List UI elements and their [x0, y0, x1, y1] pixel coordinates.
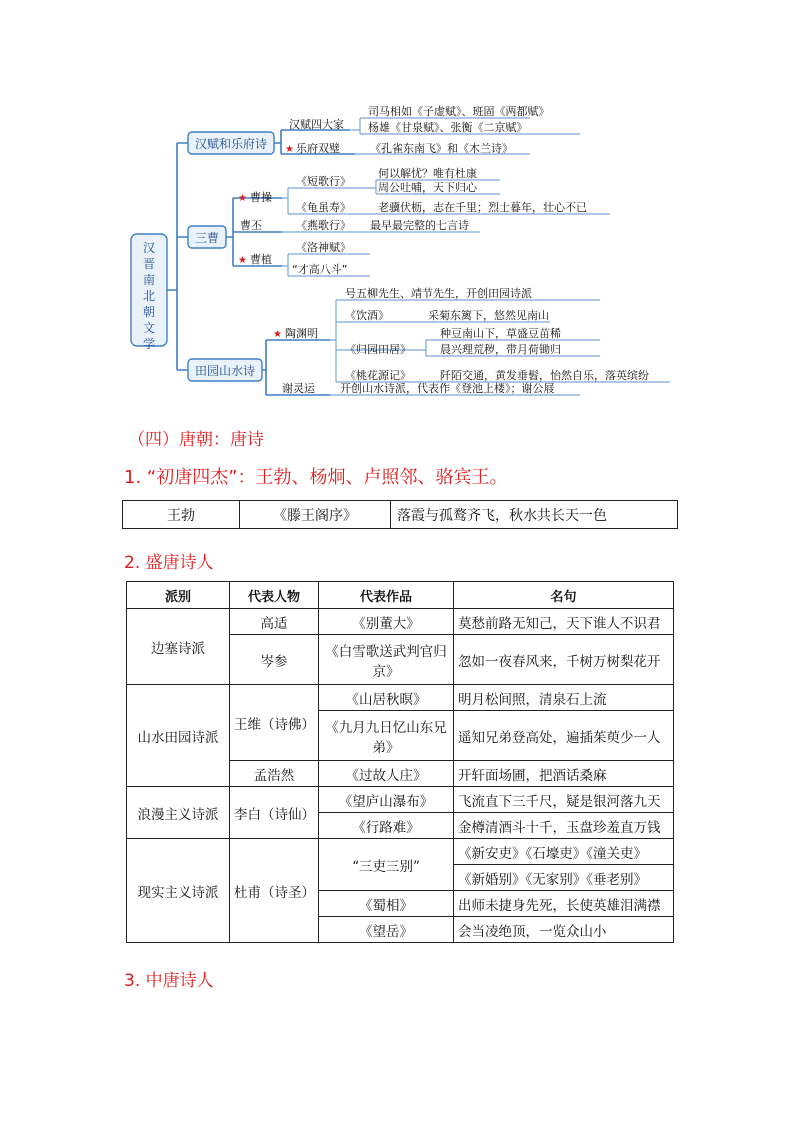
root-char: 学 — [142, 337, 156, 351]
early-tang-table — [122, 500, 678, 529]
cao-cao-work2: 《龟虽寿》 — [296, 201, 351, 214]
cao-cao-quote2: 周公吐哺，天下归心 — [378, 181, 477, 194]
table-cell: 王勃 — [123, 501, 240, 529]
root-char: 汉 — [142, 241, 156, 255]
table-cell: 杜甫（诗圣） — [230, 839, 319, 943]
table-cell: 浪漫主义诗派 — [127, 787, 230, 839]
table-cell: 现实主义诗派 — [127, 839, 230, 943]
root-char: 文 — [142, 321, 156, 335]
cao-zhi-work: 《洛神赋》 — [296, 241, 351, 254]
cao-pi-note: 最早最完整的七言诗 — [370, 219, 469, 232]
tao-work1-quote: 采菊东篱下，悠然见南山 — [428, 309, 549, 322]
table-cell: 金樽清酒斗十千，玉盘珍羞直万钱 — [454, 813, 674, 839]
root-char: 晋 — [142, 257, 156, 271]
tao-work2-quote2: 晨兴理荒秽，带月荷锄归 — [440, 343, 561, 356]
early-tang-heading: 1. “初唐四杰”：王勃、杨炯、卢照邻、骆宾王。 — [124, 467, 508, 488]
table-cell: 岑参 — [230, 635, 319, 685]
root-char: 朝 — [142, 305, 156, 319]
cao-zhi: 曹植 — [250, 253, 272, 266]
tao-work2-quote1: 种豆南山下，草盛豆苗稀 — [440, 327, 561, 340]
han-fu-line2: 杨雄《甘泉赋》、张衡《二京赋》 — [368, 121, 528, 134]
tao-yuanming: 陶渊明 — [285, 327, 318, 340]
tao-work2: 《归园田居》 — [345, 343, 411, 356]
table-cell: 飞流直下三千尺，疑是银河落九天 — [454, 787, 674, 813]
table-cell: 《山居秋暝》 — [319, 685, 454, 711]
root-char: 北 — [142, 289, 156, 303]
cao-pi: 曹丕 — [240, 219, 262, 232]
mid-tang-heading: 3. 中唐诗人 — [124, 971, 214, 991]
yuefu-label: 乐府双璧 — [296, 142, 340, 155]
column-header: 代表人物 — [230, 582, 319, 609]
tao-work1: 《饮酒》 — [345, 309, 389, 322]
xie-note: 开创山水诗派，代表作《登池上楼》；谢公屐 — [340, 382, 555, 395]
han-fu-four-masters: 汉赋四大家 — [289, 118, 344, 131]
table-cell: 李白（诗仙） — [230, 787, 319, 839]
table-cell: 莫愁前路无知己，天下谁人不识君 — [454, 609, 674, 635]
table-cell: 高适 — [230, 609, 319, 635]
cao-cao: 曹操 — [250, 191, 272, 204]
cao-cao-quote3: 老骥伏枥，志在千里；烈士暮年，壮心不已 — [378, 201, 587, 214]
table-cell: 《新婚别》《无家别》《垂老别》 — [454, 865, 674, 891]
table-row — [127, 787, 674, 813]
table-cell: 开轩面场圃，把酒话桑麻 — [454, 761, 674, 787]
table-cell: 《别董大》 — [319, 609, 454, 635]
table-cell: 《望庐山瀑布》 — [319, 787, 454, 813]
table-cell: 山水田园诗派 — [127, 685, 230, 787]
table-cell: 《行路难》 — [319, 813, 454, 839]
table-cell: 孟浩然 — [230, 761, 319, 787]
root-connector — [167, 143, 188, 370]
table-cell: 落霞与孤鹜齐飞，秋水共长天一色 — [391, 501, 678, 529]
table-cell: 《新安吏》《石壕吏》《潼关吏》 — [454, 839, 674, 865]
table-row — [127, 609, 674, 635]
cao-cao-work1: 《短歌行》 — [296, 175, 351, 188]
column-header: 代表作品 — [319, 582, 454, 609]
high-tang-table — [126, 581, 674, 943]
table-row — [127, 685, 674, 711]
han-fu-line1: 司马相如《子虚赋》、班固《两都赋》 — [368, 105, 550, 118]
table-cell: 出师未捷身先死，长使英雄泪满襟 — [454, 891, 674, 917]
section-heading: （四）唐朝：唐诗 — [128, 430, 264, 450]
table-cell: 边塞诗派 — [127, 609, 230, 685]
table-cell: “三吏三别” — [319, 839, 454, 891]
tao-work3-quote: 阡陌交通，黄发垂髫，怡然自乐，落英缤纷 — [440, 369, 649, 382]
table-row — [127, 839, 674, 865]
table-cell: 明月松间照，清泉石上流 — [454, 685, 674, 711]
table-cell: 《望岳》 — [319, 917, 454, 943]
star-icon: ★ — [285, 144, 294, 155]
cao-zhi-idiom: “才高八斗” — [292, 263, 348, 276]
table-cell: 会当凌绝顶，一览众山小 — [454, 917, 674, 943]
cao-pi-work: 《燕歌行》 — [296, 219, 351, 232]
star-icon: ★ — [238, 193, 247, 204]
table-cell: 王维（诗佛） — [230, 685, 319, 761]
cao-cao-quote1: 何以解忧？唯有杜康 — [378, 167, 477, 180]
table-cell: 《滕王阁序》 — [240, 501, 391, 529]
table-cell: 《九月九日忆山东兄弟》 — [319, 711, 454, 761]
mind-map-root — [143, 241, 155, 351]
high-tang-heading: 2. 盛唐诗人 — [124, 553, 214, 573]
table-row — [123, 501, 678, 529]
branch-tianyuan-title: 田园山水诗 — [194, 364, 256, 378]
root-char: 南 — [142, 273, 156, 287]
table-cell: 《蜀相》 — [319, 891, 454, 917]
star-icon: ★ — [238, 255, 247, 266]
table-cell: 《白雪歌送武判官归京》 — [319, 635, 454, 685]
branch-sancao-title: 三曹 — [194, 231, 220, 245]
table-cell: 忽如一夜春风来，千树万树梨花开 — [454, 635, 674, 685]
xie-lingyun: 谢灵运 — [282, 382, 315, 395]
mind-map — [0, 0, 800, 410]
tao-names: 号五柳先生、靖节先生，开创田园诗派 — [345, 287, 532, 300]
table-header-row — [127, 582, 674, 609]
column-header: 派别 — [127, 582, 230, 609]
branch-han-title: 汉赋和乐府诗 — [194, 137, 268, 151]
column-header: 名句 — [454, 582, 674, 609]
table-cell: 遥知兄弟登高处，遍插茱萸少一人 — [454, 711, 674, 761]
tao-work3: 《桃花源记》 — [345, 369, 411, 382]
star-icon: ★ — [273, 329, 282, 340]
yuefu-works: 《孔雀东南飞》和《木兰诗》 — [370, 142, 513, 155]
table-cell: 《过故人庄》 — [319, 761, 454, 787]
